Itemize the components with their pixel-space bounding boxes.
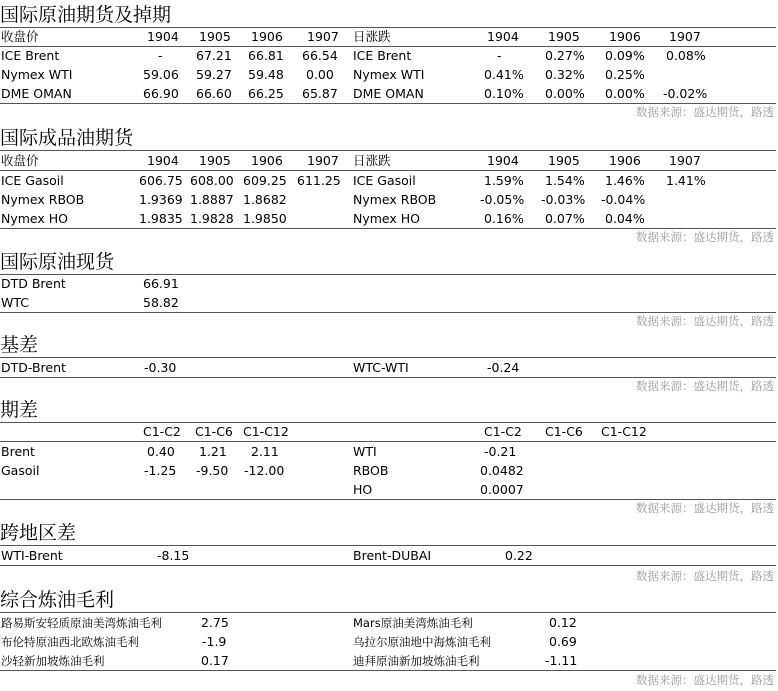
cell-value: 0.12	[549, 615, 577, 630]
cell-value: 66.54	[302, 48, 338, 63]
col-header-1907: 1907	[669, 29, 701, 44]
cell-value: -0.04%	[601, 192, 646, 207]
table-row	[0, 294, 778, 312]
row-label: 乌拉尔原油地中海炼油毛利	[353, 635, 491, 649]
row-label: WTI-Brent	[1, 548, 63, 563]
cell-value: 0.22	[505, 548, 533, 563]
col-header-c1-c12: C1-C12	[601, 424, 647, 439]
col-header-1907: 1907	[669, 153, 701, 168]
table-row	[0, 66, 778, 84]
row-label: Nymex HO	[353, 211, 421, 226]
row-label: Mars原油美湾炼油毛利	[353, 616, 473, 630]
row-label: DME OMAN	[1, 86, 72, 101]
cell-value: -12.00	[244, 463, 285, 478]
cell-value: 66.91	[143, 276, 179, 291]
col-header-c1-c2: C1-C2	[484, 424, 522, 439]
col-header-c1-c12: C1-C12	[243, 424, 289, 439]
cell-value: 1.9835	[139, 211, 183, 226]
row-label: ICE Gasoil	[353, 173, 416, 188]
table-row	[0, 481, 778, 499]
table-row	[0, 85, 778, 103]
table-row	[0, 462, 778, 480]
row-label: Nymex WTI	[1, 67, 73, 82]
left-header-label: 收盘价	[1, 29, 39, 44]
row-label: Nymex HO	[1, 211, 69, 226]
cell-value: -1.9	[202, 634, 227, 649]
product-futures-header-row	[0, 152, 778, 170]
cell-value: -0.30	[144, 360, 177, 375]
cell-value: 1.54%	[545, 173, 585, 188]
source-note: 数据来源：盛达期货，路透	[636, 379, 774, 393]
cell-value: 611.25	[297, 173, 341, 188]
row-label: Brent-DUBAI	[353, 548, 432, 563]
table-row	[0, 614, 778, 632]
cell-value: 0.04%	[605, 211, 645, 226]
col-header-1904: 1904	[147, 153, 179, 168]
col-header-1905: 1905	[199, 29, 231, 44]
cell-value: 0.09%	[605, 48, 645, 63]
cell-value: 0.0482	[480, 463, 524, 478]
row-label: Gasoil	[1, 463, 40, 478]
row-label: 迪拜原油新加坡炼油毛利	[353, 654, 480, 668]
section-divider	[0, 150, 776, 151]
cell-value: -0.21	[484, 444, 517, 459]
cell-value: 0.32%	[545, 67, 585, 82]
cell-value: 59.06	[143, 67, 179, 82]
source-note: 数据来源：盛达期货，路透	[636, 673, 774, 687]
cell-value: 1.8887	[190, 192, 234, 207]
table-row	[0, 547, 778, 565]
cell-value: 0.16%	[484, 211, 524, 226]
cell-value: -	[158, 48, 163, 63]
table-row	[0, 172, 778, 190]
section-title-crude-futures: 国际原油期货及掉期	[0, 4, 172, 26]
cell-value: 59.48	[248, 67, 284, 82]
table-row	[0, 652, 778, 670]
cell-value: -0.03%	[541, 192, 586, 207]
col-header-1904: 1904	[487, 153, 519, 168]
table-row	[0, 275, 778, 293]
cell-value: 1.46%	[605, 173, 645, 188]
cell-value: 0.07%	[545, 211, 585, 226]
cell-value: 1.8682	[243, 192, 287, 207]
section-title-basis: 基差	[0, 334, 39, 356]
section-title-crude-spot: 国际原油现货	[0, 251, 115, 273]
table-row	[0, 47, 778, 65]
cell-value: -8.15	[157, 548, 190, 563]
row-label: Nymex WTI	[353, 67, 425, 82]
cell-value: 66.81	[248, 48, 284, 63]
row-label: HO	[353, 482, 373, 497]
section-title-refining-margin: 综合炼油毛利	[0, 589, 115, 611]
cell-value: -1.25	[144, 463, 177, 478]
section-divider	[0, 312, 776, 313]
cell-value: -0.02%	[663, 86, 708, 101]
section-divider	[0, 228, 776, 229]
cell-value: 0.08%	[666, 48, 706, 63]
row-label: ICE Gasoil	[1, 173, 64, 188]
section-divider	[0, 565, 776, 566]
source-note: 数据来源：盛达期货，路透	[636, 501, 774, 515]
col-header-1906: 1906	[251, 153, 283, 168]
right-header-label: 日涨跌	[353, 29, 391, 44]
col-header-1905: 1905	[199, 153, 231, 168]
col-header-1906: 1906	[609, 29, 641, 44]
col-header-1904: 1904	[487, 29, 519, 44]
table-row	[0, 210, 778, 228]
row-label: DTD-Brent	[1, 360, 66, 375]
cell-value: 2.75	[201, 615, 229, 630]
section-divider	[0, 670, 776, 671]
section-divider	[0, 357, 776, 358]
cell-value: 0.25%	[605, 67, 645, 82]
cell-value: -	[497, 48, 502, 63]
cell-value: 0.0007	[480, 482, 524, 497]
col-header-1906: 1906	[609, 153, 641, 168]
cell-value: 608.00	[190, 173, 234, 188]
row-label: WTC	[1, 295, 29, 310]
source-note: 数据来源：盛达期货，路透	[636, 105, 774, 119]
row-label: WTC-WTI	[353, 360, 409, 375]
col-header-c1-c6: C1-C6	[195, 424, 233, 439]
cell-value: 65.87	[302, 86, 338, 101]
cell-value: -0.24	[487, 360, 520, 375]
cell-value: 1.9828	[190, 211, 234, 226]
section-divider	[0, 612, 776, 613]
cell-value: 2.11	[251, 444, 279, 459]
cell-value: 0.00%	[545, 86, 585, 101]
table-row	[0, 191, 778, 209]
cell-value: 1.59%	[484, 173, 524, 188]
cell-value: 0.69	[549, 634, 577, 649]
row-label: RBOB	[353, 463, 389, 478]
section-title-arb: 跨地区差	[0, 522, 77, 544]
row-label: 布伦特原油西北欧炼油毛利	[1, 635, 139, 649]
spread-header-row	[0, 423, 778, 441]
header-divider	[0, 441, 776, 442]
col-header-1905: 1905	[548, 153, 580, 168]
source-note: 数据来源：盛达期货，路透	[636, 230, 774, 244]
col-header-c1-c6: C1-C6	[545, 424, 583, 439]
right-header-label: 日涨跌	[353, 153, 391, 168]
row-label: Brent	[1, 444, 35, 459]
cell-value: 59.27	[196, 67, 232, 82]
cell-value: 0.10%	[484, 86, 524, 101]
cell-value: 0.40	[147, 444, 175, 459]
row-label: DTD Brent	[1, 276, 66, 291]
cell-value: 1.9850	[243, 211, 287, 226]
crude-futures-header-row	[0, 28, 778, 46]
cell-value: 1.9369	[139, 192, 183, 207]
row-label: 沙轻新加坡炼油毛利	[1, 654, 105, 668]
cell-value: 0.27%	[545, 48, 585, 63]
cell-value: 606.75	[139, 173, 183, 188]
row-label: ICE Brent	[1, 48, 60, 63]
section-divider	[0, 377, 776, 378]
section-divider	[0, 499, 776, 500]
table-row	[0, 359, 778, 377]
col-header-1907: 1907	[307, 29, 339, 44]
table-row	[0, 443, 778, 461]
source-note: 数据来源：盛达期货，路透	[636, 569, 774, 583]
col-header-c1-c2: C1-C2	[143, 424, 181, 439]
cell-value: 0.17	[201, 653, 229, 668]
row-label: WTI	[353, 444, 377, 459]
section-title-product-futures: 国际成品油期货	[0, 127, 134, 149]
source-note: 数据来源：盛达期货，路透	[636, 314, 774, 328]
col-header-1907: 1907	[307, 153, 339, 168]
left-header-label: 收盘价	[1, 153, 39, 168]
cell-value: -0.05%	[480, 192, 525, 207]
section-divider	[0, 545, 776, 546]
cell-value: 66.60	[196, 86, 232, 101]
section-divider	[0, 103, 776, 104]
cell-value: 67.21	[196, 48, 232, 63]
section-title-spread: 期差	[0, 399, 39, 421]
row-label: ICE Brent	[353, 48, 412, 63]
cell-value: 0.00	[306, 67, 334, 82]
row-label: 路易斯安轻质原油美湾炼油毛利	[1, 616, 162, 630]
cell-value: 58.82	[143, 295, 179, 310]
header-divider	[0, 170, 776, 171]
row-label: DME OMAN	[353, 86, 424, 101]
table-row	[0, 633, 778, 651]
cell-value: 1.41%	[666, 173, 706, 188]
cell-value: 609.25	[243, 173, 287, 188]
row-label: Nymex RBOB	[1, 192, 85, 207]
cell-value: 66.90	[143, 86, 179, 101]
row-label: Nymex RBOB	[353, 192, 437, 207]
col-header-1905: 1905	[548, 29, 580, 44]
cell-value: 0.00%	[605, 86, 645, 101]
cell-value: -1.11	[545, 653, 578, 668]
cell-value: -9.50	[196, 463, 229, 478]
cell-value: 1.21	[199, 444, 227, 459]
cell-value: 0.41%	[484, 67, 524, 82]
col-header-1906: 1906	[251, 29, 283, 44]
col-header-1904: 1904	[147, 29, 179, 44]
cell-value: 66.25	[248, 86, 284, 101]
